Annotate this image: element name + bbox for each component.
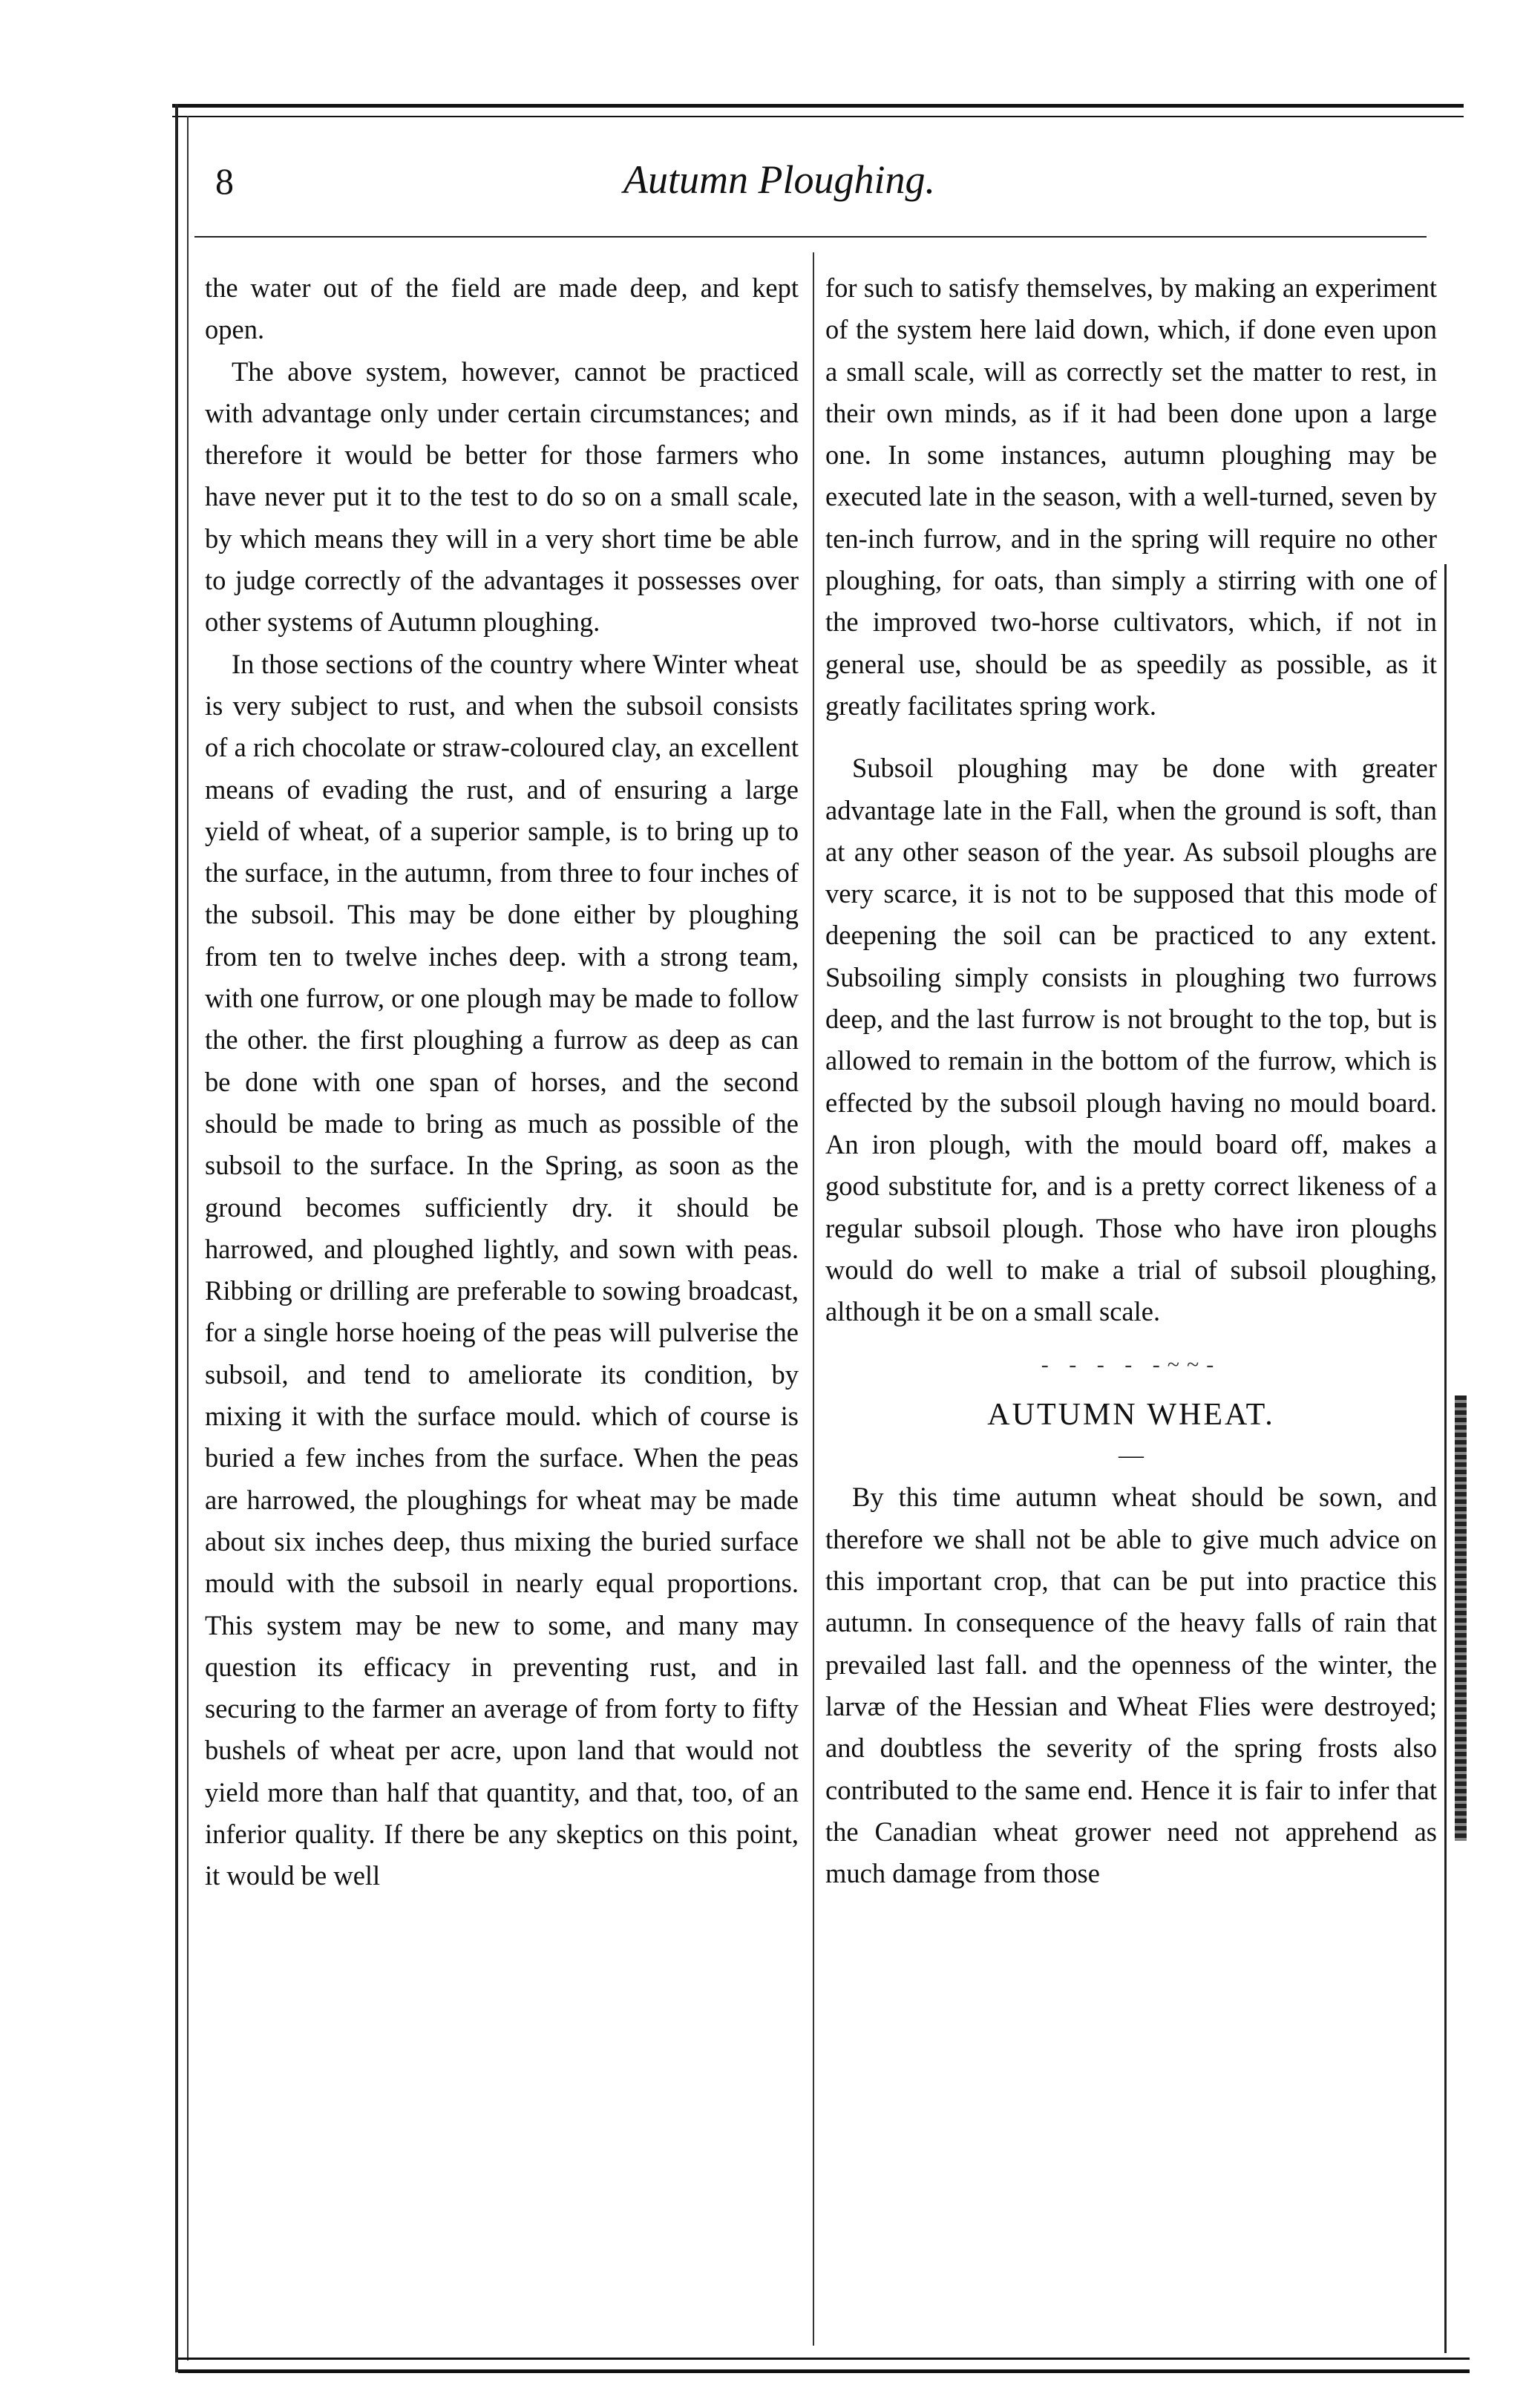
right-paragraph-3: By this time autumn wheat should be sown, and therefore we shall not be able to give much advice on this important crop, that can be put into practice this autumn. In consequence of the heavy falls of rain that prevailed last fall. and the openness of the winter, the larvæ of the Hessian and Wheat Flies were destroyed; and doubtless the severity of the spring frosts also contributed to the same end. Hence it is fair to infer that the Canadian wheat grower need not apprehend as much damage from those: [825, 1482, 1437, 1889]
column-divider: [813, 252, 814, 2346]
left-border-rule: [175, 104, 178, 2372]
binding-edge-strip: [1455, 1396, 1467, 1841]
right-edge-rule: [1444, 564, 1447, 2353]
bottom-border-rule: [178, 2369, 1470, 2373]
left-paragraph-1: the water out of the field are made deep, and kept open.: [205, 272, 799, 345]
left-column: [205, 267, 799, 1897]
page-number: 8: [215, 160, 234, 202]
top-inner-rule: [172, 116, 1464, 117]
section-ornament: - - - - -~~-: [1041, 1352, 1222, 1378]
left-paragraph-2: The above system, however, cannot be practiced with advantage only under certain circumstances; and therefore it would be better for those farmers who have never put it to the test to do so on a small scale, by which means they will in a very short time be able to judge correctly of the advantages it possesses over other systems of Autumn ploughing.: [205, 356, 799, 638]
right-paragraph-2: Subsoil ploughing may be done with greater advantage late in the Fall, when the ground is soft, than at any other season of the year. As subsoil ploughs are very scarce, it is not to be supposed that this mode of deepening the soil can be practiced to any extent. Subsoiling simply consists in ploughing two furrows deep, and the last furrow is not brought to the top, but is allowed to remain in the bottom of the furrow, which is effected by the subsoil plough having no mould board. An iron plough, with the mould board off, makes a good substitute for, and is a pretty correct likeness of a regular subsoil plough. Those who have iron ploughs would do well to make a trial of subsoil ploughing, although it be on a small scale.: [825, 753, 1437, 1327]
left-paragraph-3: In those sections of the country where Winter wheat is very subject to rust, and when the subsoil consists of a rich chocolate or straw-coloured clay, an excellent means of evading the rust, and of ensuring a large yield of wheat, of a superior sample, is to bring up to the surface, in the autumn, from three to four inches of the subsoil. This may be done either by ploughing from ten to twelve inches deep. with a strong team, with one furrow, or one plough may be made to follow the other. the first ploughing a furrow as deep as can be done with one span of horses, and the second should be made to bring as much as possible of the subsoil to the surface. In the Spring, as soon as the ground becomes sufficiently dry. it should be harrowed, and ploughed lightly, and sown with peas. Ribbing or drilling are preferable to sowing broadcast, for a single horse hoeing of the peas will pulverise the subsoil, and tend to ameliorate its condition, by mixing it with the surface mould. which of course is buried a few inches from the surface. When the peas are harrowed, the ploughings for wheat may be made about six inches deep, thus mixing the buried surface mould with the subsoil in nearly equal proportions. This system may be new to some, and many may question its efficacy in preventing rust, and in securing to the farmer an average of from forty to fifty bushels of wheat per acre, upon land that would not yield more than half that quantity, and that, too, of an inferior quality. If there be any skeptics on this point, it would be well: [205, 648, 799, 1891]
heading-dash: —: [1119, 1442, 1144, 1470]
header-rule: [194, 236, 1427, 238]
right-paragraph-1: for such to satisfy themselves, by making an experiment of the system here laid down, which, if done even upon a small scale, will as correctly set the matter to rest, in their own minds, as if it had been done upon a large one. In some instances, autumn ploughing may be executed late in the season, with a well-turned, seven by ten-inch furrow, and in the spring will require no other ploughing, for oats, than simply a stirring with one of the improved two-horse cultivators, which, if not in general use, should be as speedily as possible, as it greatly facilitates spring work.: [825, 272, 1437, 721]
running-head: Autumn Ploughing.: [623, 157, 935, 202]
bottom-inner-rule: [178, 2358, 1470, 2360]
section-heading: AUTUMN WHEAT.: [987, 1398, 1275, 1433]
top-border-rule: [172, 104, 1464, 108]
right-column: [825, 267, 1437, 1894]
left-inner-rule: [187, 116, 189, 2360]
